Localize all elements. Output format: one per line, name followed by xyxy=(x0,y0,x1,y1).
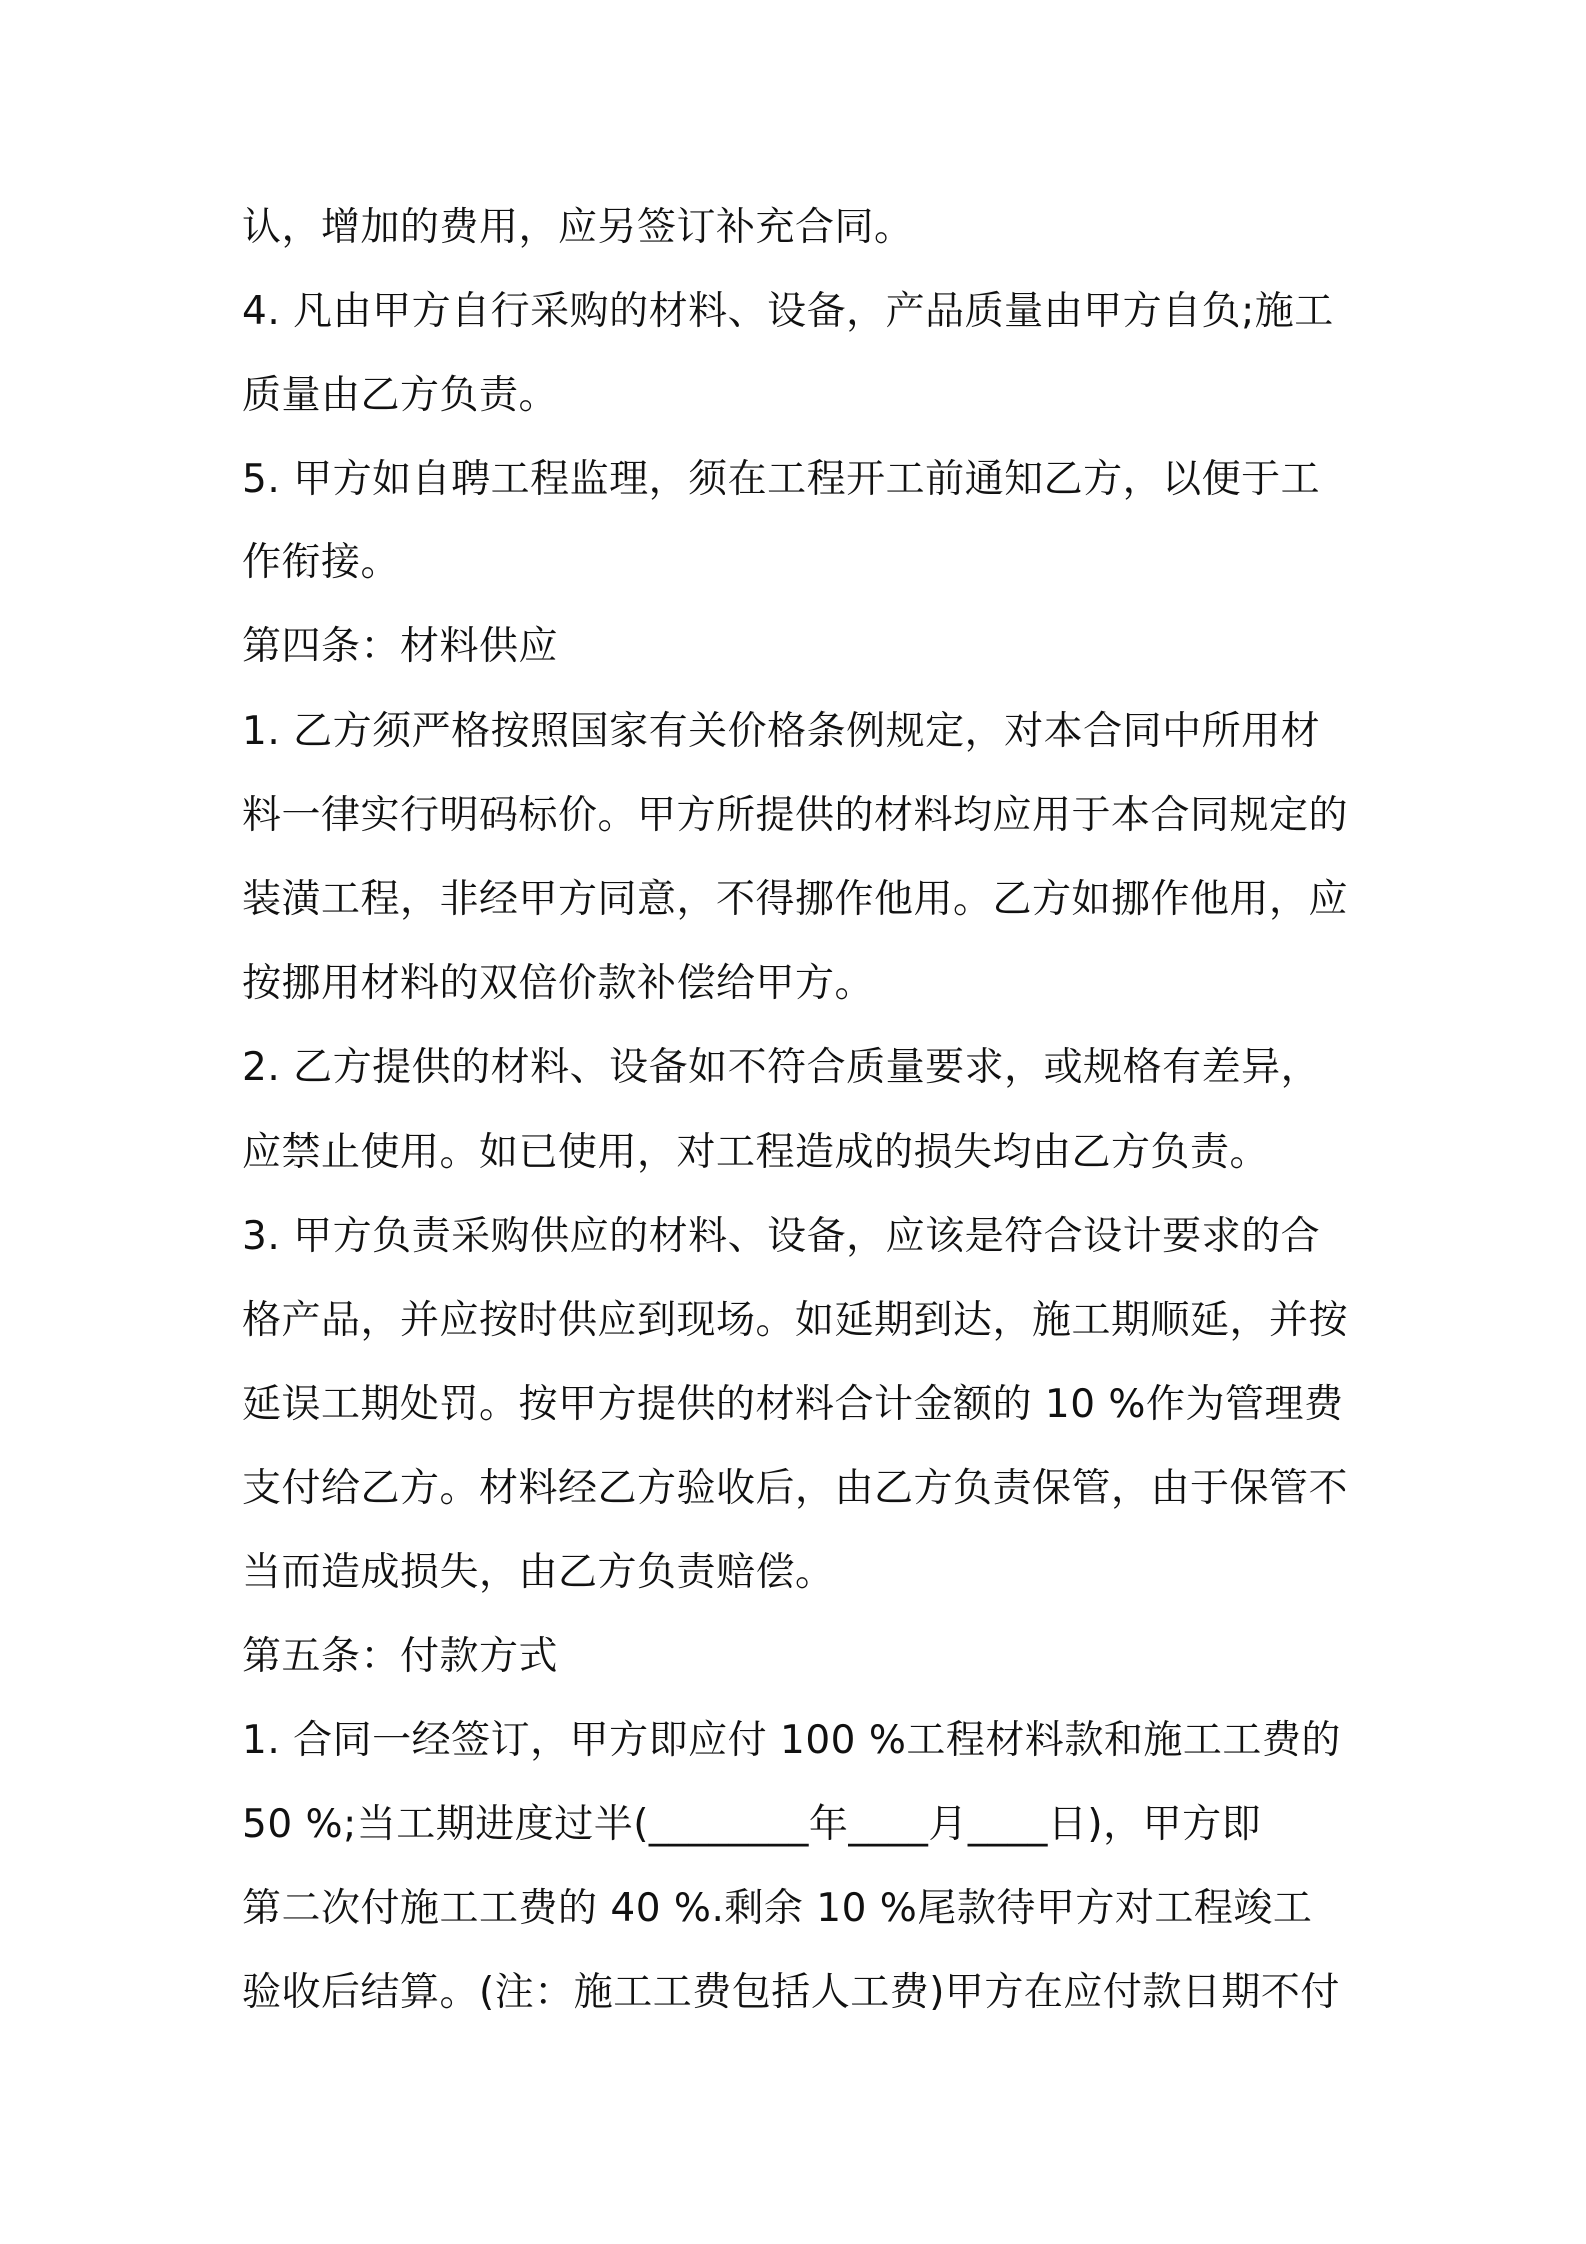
text-line: 应禁止使用。如已使用，对工程造成的损失均由乙方负责。 xyxy=(242,1130,1270,1175)
text-line: 第二次付施工工费的 40 %.剩余 10 %尾款待甲方对工程竣工 xyxy=(242,1886,1313,1931)
text-line: 5. 甲方如自聘工程监理，须在工程开工前通知乙方，以便于工 xyxy=(242,457,1321,502)
text-line: 按挪用材料的双倍价款补偿给甲方。 xyxy=(242,961,875,1006)
text-line: 延误工期处罚。按甲方提供的材料合计金额的 10 %作为管理费 xyxy=(242,1382,1344,1427)
text-line: 质量由乙方负责。 xyxy=(242,373,559,418)
text-line: 作衔接。 xyxy=(242,540,401,585)
text-line: 认，增加的费用，应另签订补充合同。 xyxy=(242,205,914,250)
text-line: 1. 合同一经签订，甲方即应付 100 %工程材料款和施工工费的 xyxy=(242,1718,1341,1763)
section-heading: 第五条：付款方式 xyxy=(242,1634,559,1679)
text-line: 格产品，并应按时供应到现场。如延期到达，施工期顺延，并按 xyxy=(242,1298,1349,1343)
text-line: 料一律实行明码标价。甲方所提供的材料均应用于本合同规定的 xyxy=(242,793,1349,838)
section-heading: 第四条：材料供应 xyxy=(242,624,559,669)
text-line: 装潢工程，非经甲方同意，不得挪作他用。乙方如挪作他用，应 xyxy=(242,877,1349,922)
text-line: 支付给乙方。材料经乙方验收后，由乙方负责保管，由于保管不 xyxy=(242,1466,1349,1511)
text-line: 1. 乙方须严格按照国家有关价格条例规定，对本合同中所用材 xyxy=(242,709,1321,754)
text-line: 50 %;当工期进度过半(________年____月____日)，甲方即 xyxy=(242,1802,1262,1847)
text-line: 当而造成损失，由乙方负责赔偿。 xyxy=(242,1550,835,1595)
text-line: 2. 乙方提供的材料、设备如不符合质量要求，或规格有差异， xyxy=(242,1045,1321,1090)
text-line: 4. 凡由甲方自行采购的材料、设备，产品质量由甲方自负;施工 xyxy=(242,289,1334,334)
text-line: 验收后结算。(注：施工工费包括人工费)甲方在应付款日期不付 xyxy=(242,1970,1340,2015)
text-line: 3. 甲方负责采购供应的材料、设备，应该是符合设计要求的合 xyxy=(242,1214,1321,1259)
